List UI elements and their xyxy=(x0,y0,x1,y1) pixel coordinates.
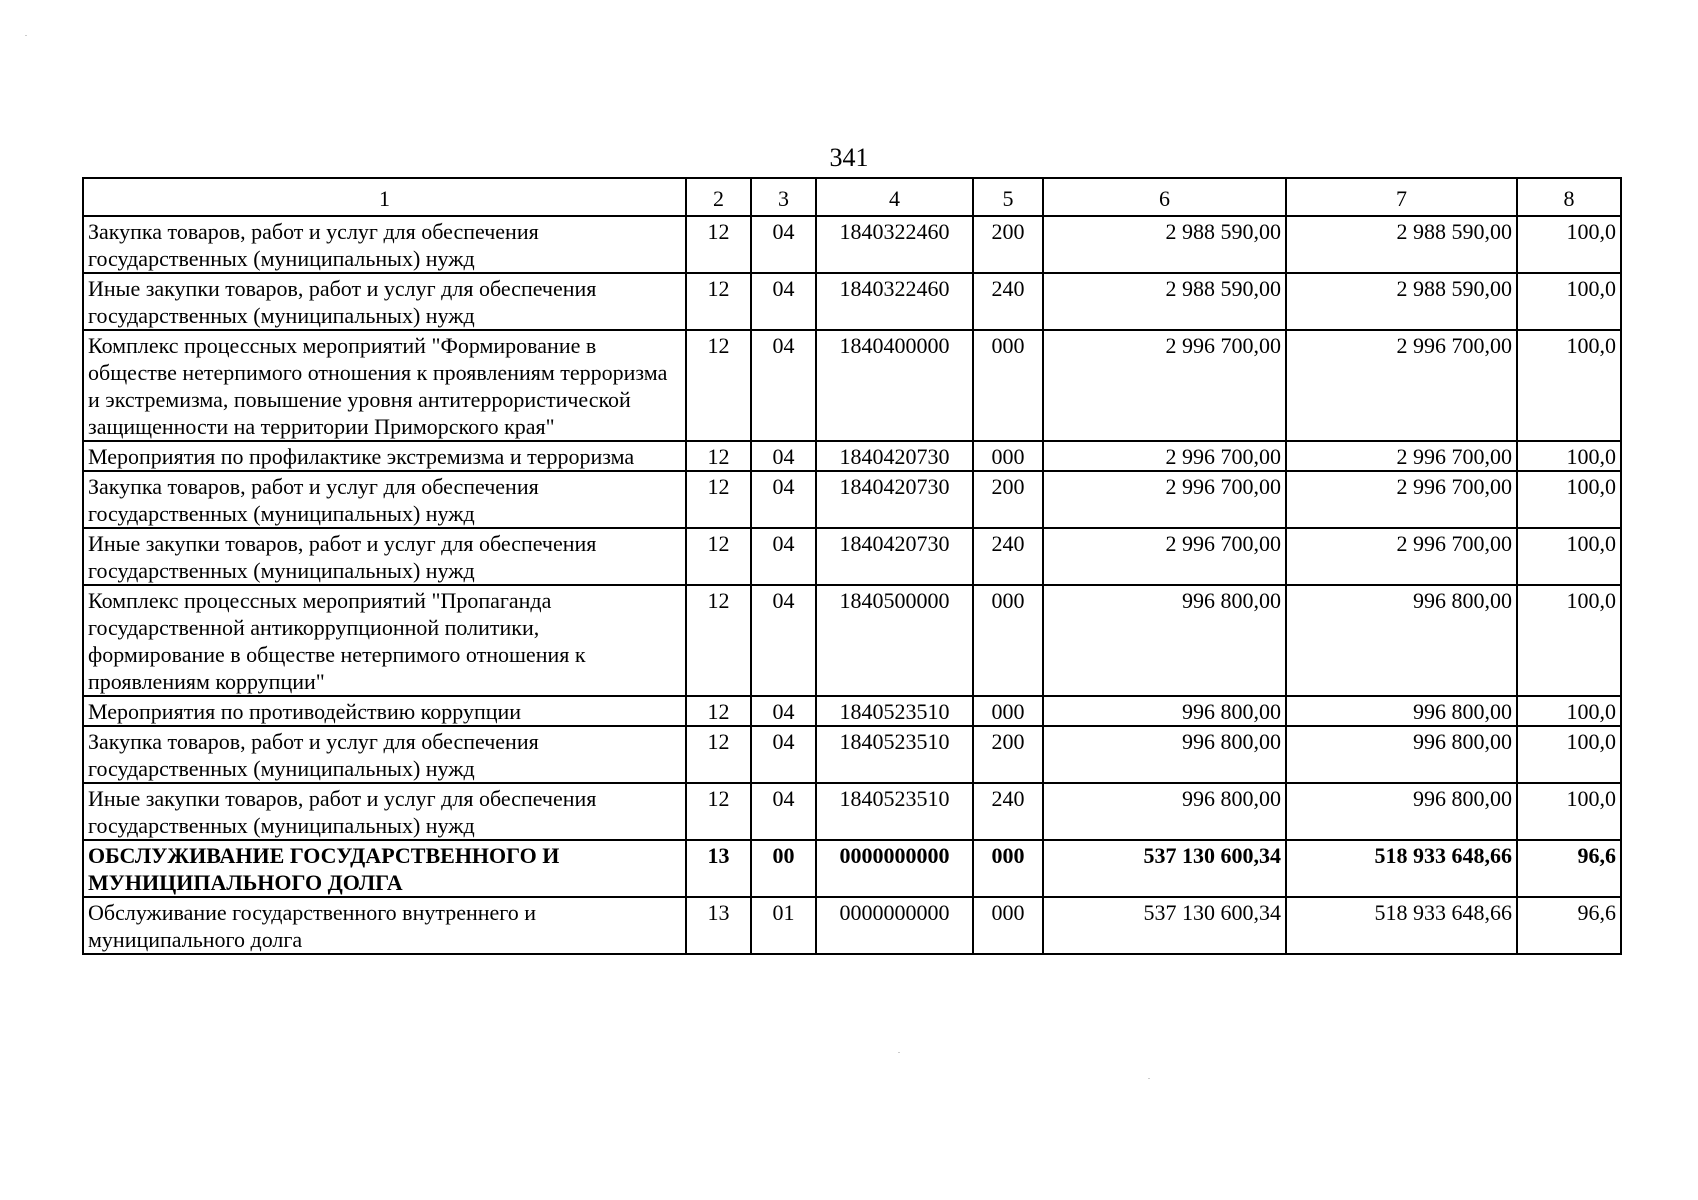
header-row xyxy=(83,178,1621,216)
row-name: Комплекс процессных мероприятий "Формирование в обществе нетерпимого отношения к проявлениям терроризма и экстремизма, повышение уровня антитеррористической защищенности на территории Приморского края" xyxy=(83,330,686,441)
row-subsection: 04 xyxy=(751,471,816,528)
row-percent: 100,0 xyxy=(1517,585,1621,696)
row-target-code: 1840523510 xyxy=(816,696,973,726)
row-name: ОБСЛУЖИВАНИЕ ГОСУДАРСТВЕННОГО И МУНИЦИПАЛЬНОГО ДОЛГА xyxy=(83,840,686,897)
row-actual-amount: 2 996 700,00 xyxy=(1286,441,1517,471)
row-expense-type: 200 xyxy=(973,726,1043,783)
row-name: Мероприятия по профилактике экстремизма и терроризма xyxy=(83,441,686,471)
row-target-code: 1840523510 xyxy=(816,783,973,840)
row-expense-type: 000 xyxy=(973,585,1043,696)
row-name: Иные закупки товаров, работ и услуг для обеспечения государственных (муниципальных) нужд xyxy=(83,783,686,840)
row-target-code: 1840420730 xyxy=(816,441,973,471)
row-section: 12 xyxy=(686,330,751,441)
row-name: Иные закупки товаров, работ и услуг для обеспечения государственных (муниципальных) нужд xyxy=(83,273,686,330)
row-actual-amount: 2 996 700,00 xyxy=(1286,330,1517,441)
page-number: 341 xyxy=(829,143,869,172)
row-expense-type: 240 xyxy=(973,273,1043,330)
row-planned-amount: 996 800,00 xyxy=(1043,783,1286,840)
row-subsection: 04 xyxy=(751,528,816,585)
budget-table xyxy=(82,177,1622,955)
row-planned-amount: 996 800,00 xyxy=(1043,726,1286,783)
row-actual-amount: 2 996 700,00 xyxy=(1286,471,1517,528)
row-expense-type: 240 xyxy=(973,528,1043,585)
header-col-5: 5 xyxy=(973,178,1043,216)
row-percent: 100,0 xyxy=(1517,783,1621,840)
row-target-code: 0000000000 xyxy=(816,897,973,954)
row-planned-amount: 2 996 700,00 xyxy=(1043,330,1286,441)
row-name: Иные закупки товаров, работ и услуг для обеспечения государственных (муниципальных) нужд xyxy=(83,528,686,585)
table-row xyxy=(83,216,1621,273)
table-row xyxy=(83,585,1621,696)
table-row xyxy=(83,897,1621,954)
header-col-1: 1 xyxy=(83,178,686,216)
row-section: 12 xyxy=(686,696,751,726)
row-name: Комплекс процессных мероприятий "Пропаганда государственной антикоррупционной политики, формирование в обществе нетерпимого отношения к проявлениям коррупции" xyxy=(83,585,686,696)
header-col-7: 7 xyxy=(1286,178,1517,216)
row-subsection: 04 xyxy=(751,585,816,696)
scan-speck xyxy=(25,35,27,36)
row-target-code: 1840400000 xyxy=(816,330,973,441)
row-planned-amount: 2 996 700,00 xyxy=(1043,441,1286,471)
row-expense-type: 000 xyxy=(973,897,1043,954)
row-percent: 100,0 xyxy=(1517,696,1621,726)
row-actual-amount: 996 800,00 xyxy=(1286,726,1517,783)
row-section: 13 xyxy=(686,840,751,897)
table-row xyxy=(83,441,1621,471)
row-actual-amount: 996 800,00 xyxy=(1286,783,1517,840)
row-subsection: 04 xyxy=(751,726,816,783)
row-actual-amount: 518 933 648,66 xyxy=(1286,840,1517,897)
table-row xyxy=(83,783,1621,840)
row-section: 12 xyxy=(686,273,751,330)
row-expense-type: 240 xyxy=(973,783,1043,840)
row-target-code: 1840420730 xyxy=(816,528,973,585)
row-target-code: 1840500000 xyxy=(816,585,973,696)
row-name: Мероприятия по противодействию коррупции xyxy=(83,696,686,726)
row-section: 12 xyxy=(686,216,751,273)
row-expense-type: 000 xyxy=(973,330,1043,441)
row-subsection: 04 xyxy=(751,330,816,441)
table-row-section-total xyxy=(83,840,1621,897)
row-name: Закупка товаров, работ и услуг для обеспечения государственных (муниципальных) нужд xyxy=(83,726,686,783)
row-planned-amount: 2 996 700,00 xyxy=(1043,471,1286,528)
table-row xyxy=(83,330,1621,441)
row-expense-type: 000 xyxy=(973,840,1043,897)
row-percent: 96,6 xyxy=(1517,840,1621,897)
row-subsection: 04 xyxy=(751,696,816,726)
row-actual-amount: 2 988 590,00 xyxy=(1286,216,1517,273)
row-percent: 100,0 xyxy=(1517,528,1621,585)
table-body xyxy=(83,216,1621,954)
table-row xyxy=(83,471,1621,528)
row-planned-amount: 996 800,00 xyxy=(1043,585,1286,696)
row-expense-type: 200 xyxy=(973,216,1043,273)
row-actual-amount: 2 996 700,00 xyxy=(1286,528,1517,585)
row-planned-amount: 2 996 700,00 xyxy=(1043,528,1286,585)
row-subsection: 04 xyxy=(751,783,816,840)
row-actual-amount: 2 988 590,00 xyxy=(1286,273,1517,330)
row-name: Закупка товаров, работ и услуг для обеспечения государственных (муниципальных) нужд xyxy=(83,471,686,528)
scan-speck xyxy=(898,1052,900,1053)
row-expense-type: 000 xyxy=(973,696,1043,726)
row-section: 13 xyxy=(686,897,751,954)
header-col-3: 3 xyxy=(751,178,816,216)
row-percent: 100,0 xyxy=(1517,726,1621,783)
table-row xyxy=(83,528,1621,585)
table-row xyxy=(83,726,1621,783)
row-percent: 96,6 xyxy=(1517,897,1621,954)
row-target-code: 1840523510 xyxy=(816,726,973,783)
row-percent: 100,0 xyxy=(1517,441,1621,471)
row-actual-amount: 996 800,00 xyxy=(1286,696,1517,726)
row-percent: 100,0 xyxy=(1517,273,1621,330)
row-expense-type: 200 xyxy=(973,471,1043,528)
row-section: 12 xyxy=(686,726,751,783)
row-actual-amount: 996 800,00 xyxy=(1286,585,1517,696)
row-actual-amount: 518 933 648,66 xyxy=(1286,897,1517,954)
row-section: 12 xyxy=(686,471,751,528)
row-target-code: 1840420730 xyxy=(816,471,973,528)
scan-speck xyxy=(1148,1078,1150,1079)
row-name: Обслуживание государственного внутреннего и муниципального долга xyxy=(83,897,686,954)
row-percent: 100,0 xyxy=(1517,471,1621,528)
row-section: 12 xyxy=(686,528,751,585)
table-row xyxy=(83,273,1621,330)
table-row xyxy=(83,696,1621,726)
row-section: 12 xyxy=(686,441,751,471)
table-header xyxy=(83,178,1621,216)
row-target-code: 1840322460 xyxy=(816,273,973,330)
header-col-8: 8 xyxy=(1517,178,1621,216)
row-subsection: 01 xyxy=(751,897,816,954)
row-planned-amount: 537 130 600,34 xyxy=(1043,897,1286,954)
row-section: 12 xyxy=(686,783,751,840)
row-planned-amount: 2 988 590,00 xyxy=(1043,273,1286,330)
row-planned-amount: 2 988 590,00 xyxy=(1043,216,1286,273)
row-subsection: 04 xyxy=(751,216,816,273)
header-col-4: 4 xyxy=(816,178,973,216)
row-section: 12 xyxy=(686,585,751,696)
row-planned-amount: 996 800,00 xyxy=(1043,696,1286,726)
row-expense-type: 000 xyxy=(973,441,1043,471)
row-planned-amount: 537 130 600,34 xyxy=(1043,840,1286,897)
row-subsection: 04 xyxy=(751,441,816,471)
row-subsection: 04 xyxy=(751,273,816,330)
header-col-6: 6 xyxy=(1043,178,1286,216)
row-target-code: 1840322460 xyxy=(816,216,973,273)
row-name: Закупка товаров, работ и услуг для обеспечения государственных (муниципальных) нужд xyxy=(83,216,686,273)
row-target-code: 0000000000 xyxy=(816,840,973,897)
header-col-2: 2 xyxy=(686,178,751,216)
row-percent: 100,0 xyxy=(1517,216,1621,273)
row-subsection: 00 xyxy=(751,840,816,897)
row-percent: 100,0 xyxy=(1517,330,1621,441)
